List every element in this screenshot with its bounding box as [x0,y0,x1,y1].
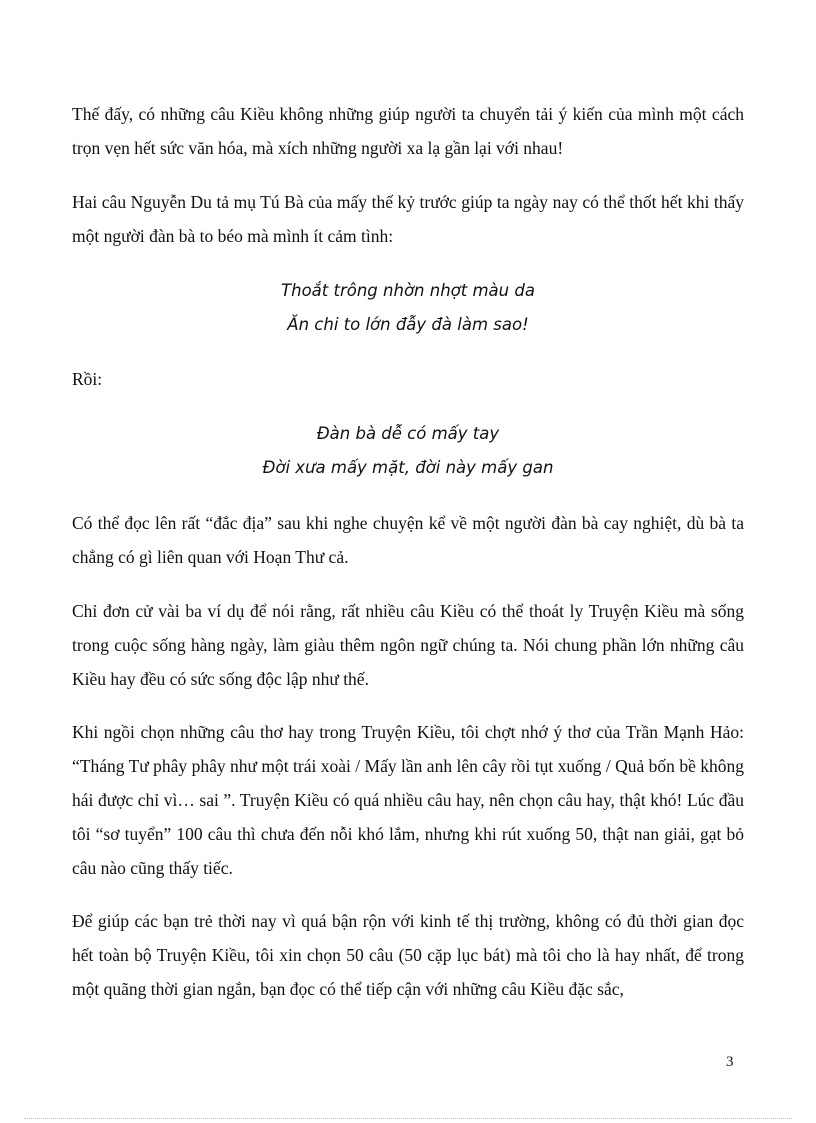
paragraph-6: Khi ngồi chọn những câu thơ hay trong Truyện Kiều, tôi chợt nhớ ý thơ của Trần Mạnh Hảo: “Tháng Tư phây phây như một trái xoài / Mấy lần anh lên cây rồi tụt xuống / Quả bốn bề không hái được chỉ vì… sai ”. Truyện Kiều có quá nhiều câu hay, nên chọn câu hay, thật khó! Lúc đầu tôi “sơ tuyển” 100 câu thì chưa đến nỗi khó lắm, nhưng khi rút xuống 50, thật nan giải, gạt bỏ câu nào cũng thấy tiếc. [72,722,744,878]
page-bottom-rule [24,1118,792,1119]
paragraph-3: Rồi: [72,369,103,389]
verse-1-line-2: Ăn chi to lớn đẫy đà làm sao! [287,315,529,334]
verse-2-line-1: Đàn bà dễ có mấy tay [316,424,500,443]
verse-1 [72,274,744,342]
paragraph-1: Thế đấy, có những câu Kiều không những giúp người ta chuyển tải ý kiến của mình một cách trọn vẹn hết sức văn hóa, mà xích những người xa lạ gần lại với nhau! [72,104,744,158]
verse-1-line-1: Thoắt trông nhờn nhợt màu da [281,281,535,300]
verse-2 [72,417,744,485]
paragraph-5: Chỉ đơn cử vài ba ví dụ để nói rằng, rất nhiều câu Kiều có thể thoát ly Truyện Kiều mà sống trong cuộc sống hàng ngày, làm giàu thêm ngôn ngữ chúng ta. Nói chung phần lớn những câu Kiều hay đều có sức sống độc lập như thế. [72,601,744,689]
page-number: 3 [726,1054,734,1070]
verse-2-line-2: Đời xưa mấy mặt, đời này mấy gan [262,458,554,477]
paragraph-2: Hai câu Nguyễn Du tả mụ Tú Bà của mấy thế kỷ trước giúp ta ngày nay có thể thốt hết khi thấy một người đàn bà to béo mà mình ít cảm tình: [72,192,744,246]
paragraph-4: Có thể đọc lên rất “đắc địa” sau khi nghe chuyện kể về một người đàn bà cay nghiệt, dù bà ta chẳng có gì liên quan với Hoạn Thư cả. [72,513,744,567]
paragraph-7: Để giúp các bạn trẻ thời nay vì quá bận rộn với kinh tế thị trường, không có đủ thời gian đọc hết toàn bộ Truyện Kiều, tôi xin chọn 50 câu (50 cặp lục bát) mà tôi cho là hay nhất, để trong một quãng thời gian ngắn, bạn đọc có thể tiếp cận với những câu Kiều đặc sắc, [72,911,744,999]
